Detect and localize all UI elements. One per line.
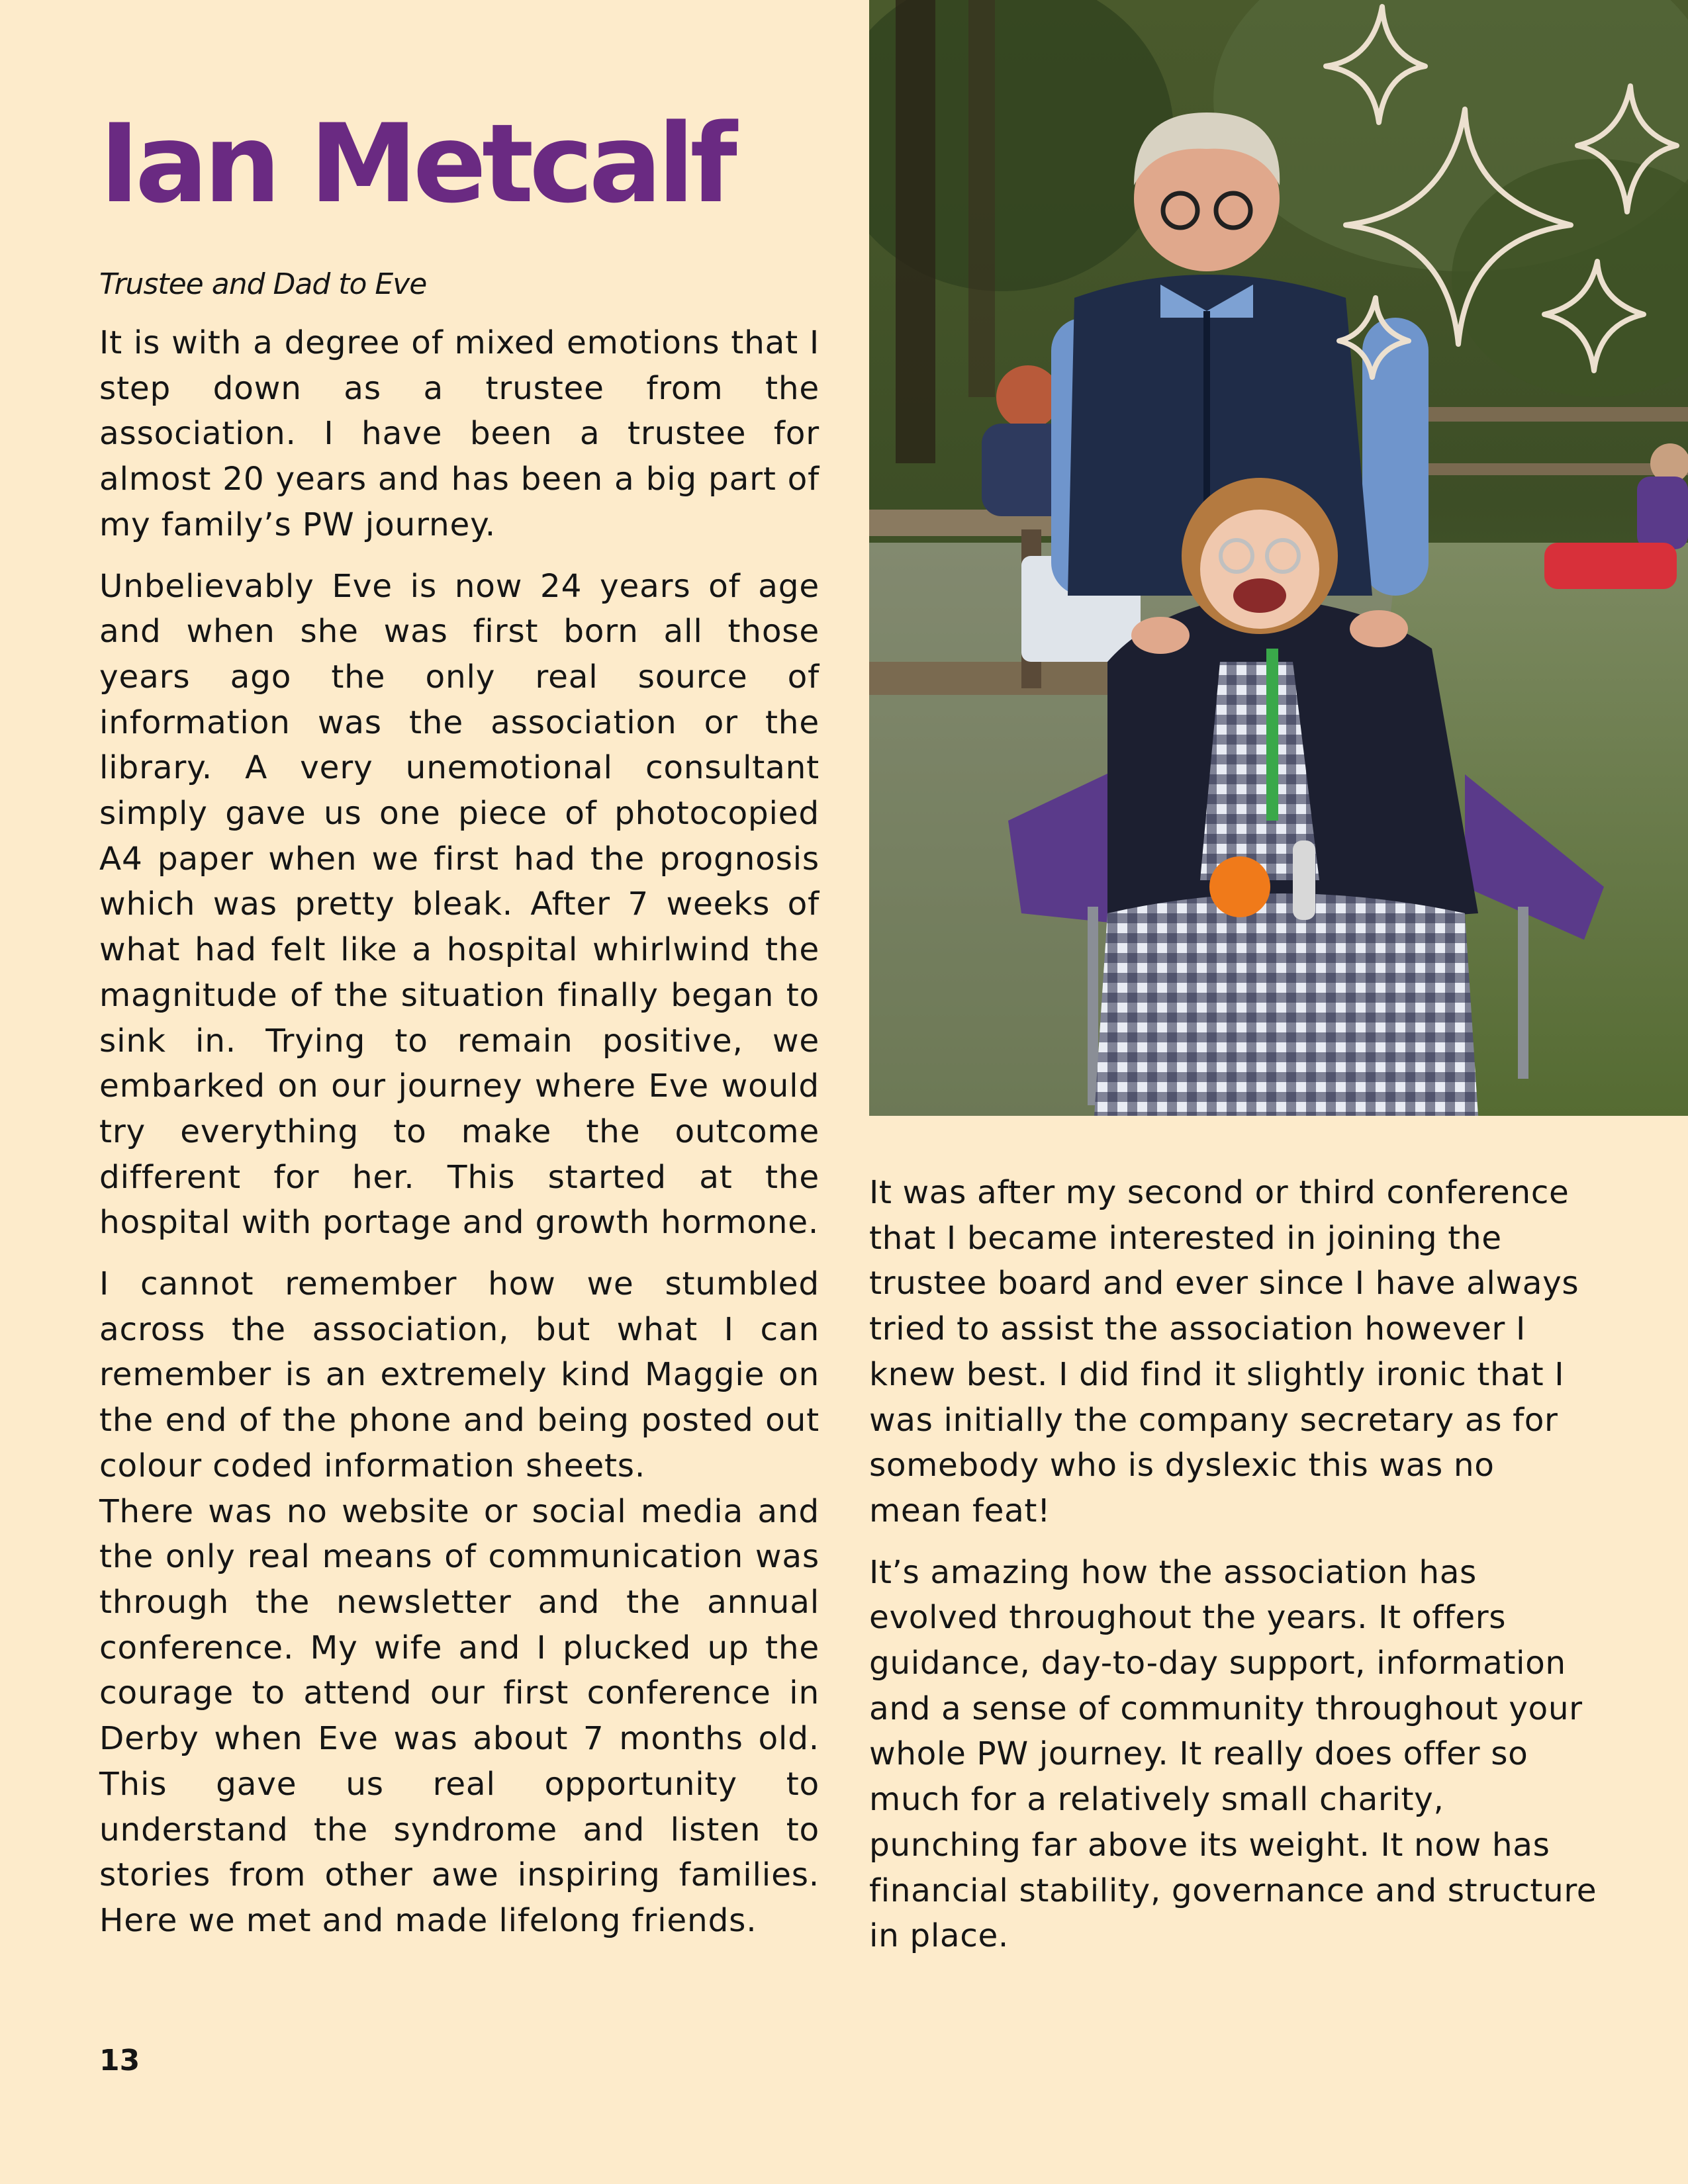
right-column [869, 1170, 1597, 1975]
family-photo [869, 0, 1688, 1116]
left-column [99, 320, 820, 1960]
paragraph: Unbelievably Eve is now 24 years of age and when she was first born all those years ago the only real source of information was the association or the library. A very unemotional consultant simply gave us one piece of photocopied A4 paper when we first had the prognosis which was pretty bleak. After 7 weeks of what had felt like a hospital whirlwind the magnitude of the situation finally began to sink in. Trying to remain positive, we embarked on our journey where Eve would try everything to make the outcome different for her. This started at the hospital with portage and growth hormone. [99, 567, 820, 1242]
paragraph: It was after my second or third conference that I became interested in joining the trustee board and ever since I have always tried to assist the association however I knew best. I did find it slightly ironic that I was initially the company secretary as for somebody who is dyslexic this was no mean feat! [869, 1174, 1579, 1529]
paragraph: It’s amazing how the association has evolved throughout the years. It offers guidance, day-to-day support, information and a sense of community throughout your whole PW journey. It really does offer so much for a relatively small charity, punching far above its weight. It now has financial stability, governance and structure in place. [869, 1553, 1597, 1955]
author-role: Trustee and Dad to Eve [99, 267, 427, 301]
page-number: 13 [99, 2044, 140, 2077]
page-title: Ian Metcalf [99, 101, 733, 227]
paragraph: It is with a degree of mixed emotions that I step down as a trustee from the association. I have been a trustee for almost 20 years and has been a big part of my family’s PW journey. [99, 324, 820, 543]
paragraph: I cannot remember how we stumbled across the association, but what I can remember is an extremely kind Maggie on the end of the phone and being posted out colour coded information sheets. [99, 1265, 820, 1484]
paragraph: There was no website or social media and the only real means of communication was through the newsletter and the annual conference. My wife and I plucked up the courage to attend our first conference in Derby when Eve was about 7 months old. This gave us real opportunity to understand the syndrome and listen to stories from other awe inspiring families. Here we met and made lifelong friends. [99, 1492, 820, 1939]
